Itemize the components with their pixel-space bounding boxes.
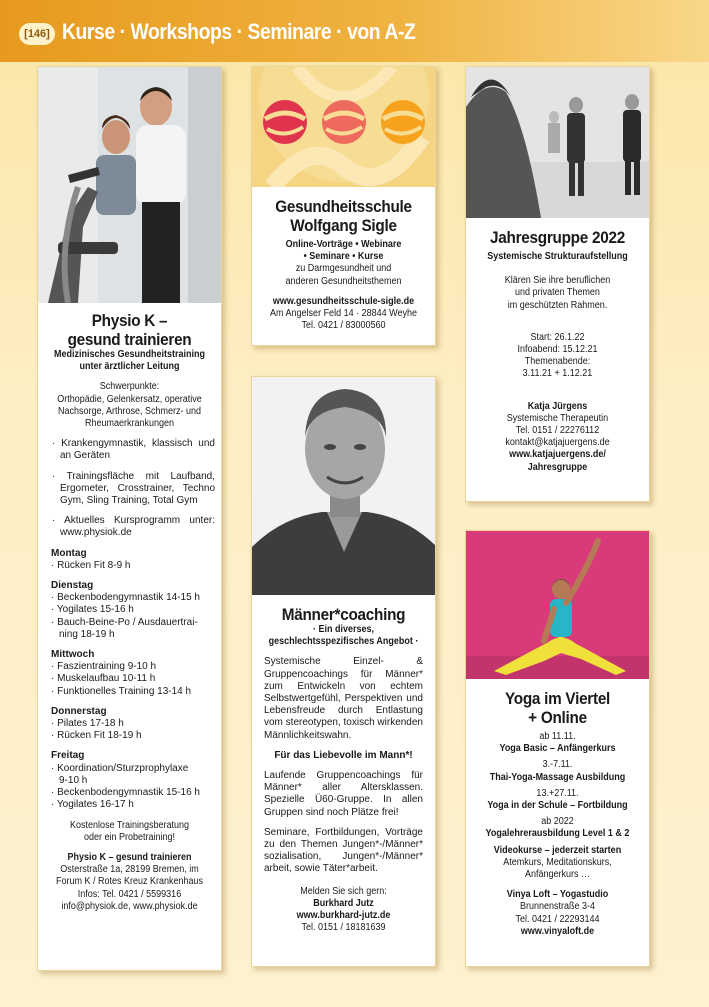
yoga-entry-name: Yoga Basic – Anfängerkurs [499,743,616,755]
schedule-item: · Koordination/Sturzprophylaxe [51,762,189,774]
gesundheit-line3: zu Darmgesundheit und [295,263,392,275]
physio-bullet-1: · Krankengymnastik, klassisch und an Geräten [52,438,215,462]
schedule-item: · Faszientraining 9-10 h [51,661,157,673]
physio-bullet-3: · Aktuelles Kursprogramm unter: www.physiok.de [52,515,215,539]
gesundheit-address: Am Angelser Feld 14 · 28844 Weyhe [270,308,417,320]
group-photo-icon [466,67,650,218]
page-title: Kurse · Workshops · Seminare · von A-Z [62,19,416,44]
gesundheit-line1: Online-Vorträge • Webinare [285,239,402,250]
physio-card [37,66,222,971]
schedule-item: 9-10 h [59,774,88,786]
schedule-item: · Pilates 17-18 h [51,718,124,730]
jahresgruppe-phone: Tel. 0151 / 22276112 [515,425,600,437]
physio-subtitle1: Medizinisches Gesundheitstraining [53,349,206,360]
physio-contact-name: Physio K – gesund trainieren [67,851,192,863]
jahresgruppe-start: Start: 26.1.22 [530,331,585,343]
maenner-phone: Tel. 0151 / 18181639 [301,922,386,934]
physio-focus-text1: Orthopädie, Gelenkersatz, operative [57,393,202,405]
gesundheit-web-link[interactable]: www.gesundheitsschule-sigle.de [272,295,415,307]
yoga-web-link[interactable]: www.vinyaloft.de [520,925,595,937]
schedule-day-wednesday: Mittwoch [51,649,95,661]
physio-focus-heading: Schwerpunkte: [99,381,160,393]
physio-consult2: oder ein Probetraining! [83,831,176,843]
physio-bullet-2: · Trainingsfläche mit Laufband, Ergometer, Crosstrainer, Techno Gym, Sling Training, Total Gym [52,470,215,507]
jahresgruppe-title: Jahresgruppe 2022 [490,228,625,247]
physio-focus-text2: Nachsorge, Arthrose, Schmerz- und [57,405,202,417]
yoga-card [465,530,650,967]
schedule-item: ning 18-19 h [59,628,115,640]
maenner-slogan: Für das Liebevolle im Mann*! [274,749,413,761]
maenner-contact-name: Burkhard Jutz [313,897,374,909]
schedule-item: · Funktionelles Training 13-14 h [51,685,192,697]
schedule-item: · Rücken Fit 18-19 h [51,730,142,742]
maenner-subtitle2: geschlechtsspezifisches Angebot · [268,636,419,648]
physio-contact3: Infos: Tel. 0421 / 5599316 [77,888,182,900]
schedule-item: · Beckenbodengymnastik 15-16 h [51,787,200,799]
yoga-entry-name: Yoga in der Schule – Fortbildung [487,800,628,812]
yoga-entry-date: ab 11.11. [539,731,576,742]
jahresgruppe-web-link2[interactable]: Jahresgruppe [527,461,588,473]
page-header [0,0,709,62]
schedule-item: · Beckenbodengymnastik 14-15 h [51,592,200,604]
yoga-video1: Atemkurs, Meditationskurs, [503,856,612,868]
schedule-day-monday: Montag [51,547,87,559]
yoga-entry-date: 3.-7.11. [542,759,573,771]
yoga-entry-date: ab 2022 [541,816,574,828]
physio-title-line2: gesund trainieren [67,330,192,349]
yoga-address: Brunnenstraße 3-4 [519,901,596,913]
yoga-entry-name: Thai-Yoga-Massage Ausbildung [489,771,626,783]
gesundheitsschule-card [251,66,436,346]
jahresgruppe-intro1: Klären Sie ihre beruflichen [504,275,611,287]
maenner-contact-intro: Melden Sie sich gern: [300,885,387,897]
jahresgruppe-intro3: im geschützten Rahmen. [507,299,608,311]
schedule-item: · Bauch-Beine-Po / Ausdauertrai- [51,616,198,628]
schedule-day-thursday: Donnerstag [51,705,107,717]
schedule-day-tuesday: Dienstag [51,580,94,592]
jahresgruppe-contact-role: Systemische Therapeutin [506,412,609,424]
physio-contact4: info@physiok.de, www.physiok.de [61,900,198,912]
jahresgruppe-contact-name: Katja Jürgens [527,400,588,412]
gesundheit-title-line2: Wolfgang Sigle [290,216,397,235]
schedule-item: · Muskelaufbau 10-11 h [51,673,156,685]
physio-focus-text3: Rheumaerkrankungen [84,418,175,430]
maenner-para1: Systemische Einzel- & Gruppencoachings für Männer* zum Entwickeln von echtem Selbstwertgefühl, Perspektiven und Lebensfreude durch Entlastung vom stereotypen, toxisch wirkenden Männlichkeitswahn. [264,656,423,741]
physio-consult1: Kostenlose Trainingsberatung [69,819,190,831]
physio-title-line1: Physio K – [91,311,168,330]
yoga-entry-name: Yogalehrerausbildung Level 1 & 2 [485,828,630,840]
jahresgruppe-subtitle: Systemische Strukturaufstellung [487,251,628,262]
maenner-para2: Laufende Gruppencoachings für Männer* aller Altersklassen. Spezielle Ü60-Gruppe. In allen Gruppen sind noch Plätze frei! [264,770,423,818]
portrait-photo-icon [252,377,436,595]
three-circles-logo-icon [252,67,436,187]
physio-subtitle2: unter ärztlicher Leitung [79,361,180,373]
jahresgruppe-email-link[interactable]: kontakt@katjajuergens.de [505,437,610,449]
maenner-title: Männer*coaching [281,605,406,624]
physio-contact1: Osterstraße 1a, 28199 Bremen, im [60,864,199,876]
jahresgruppe-info: Infoabend: 15.12.21 [517,344,598,356]
gesundheit-title-line1: Gesundheitsschule [275,197,412,216]
yoga-title-line1: Yoga im Viertel [504,689,611,708]
gesundheit-phone: Tel. 0421 / 83000560 [301,320,386,332]
yoga-video-heading: Videokurse – jederzeit starten [493,844,622,856]
jahresgruppe-themes-label: Themenabende: [524,356,591,368]
yoga-title-line2: + Online [528,708,587,727]
schedule-item: · Rücken Fit 8-9 h [51,559,131,571]
page-number: [146] [19,23,55,45]
fitness-trainer-photo-icon [38,67,222,303]
maenner-web-link[interactable]: www.burkhard-jutz.de [296,910,391,922]
schedule-day-friday: Freitag [51,750,85,762]
jahresgruppe-card [465,66,650,502]
physio-contact2: Forum K / Rotes Kreuz Krankenhaus [55,876,204,888]
jahresgruppe-themes: 3.11.21 + 1.12.21 [522,368,593,380]
jahresgruppe-web-link1[interactable]: www.katjajuergens.de/ [509,449,606,461]
maenner-coaching-card [251,376,436,967]
schedule-item: · Yogilates 16-17 h [51,799,134,811]
schedule-item: · Yogilates 15-16 h [51,604,134,616]
yoga-video2: Anfängerkurs … [524,869,591,881]
maenner-subtitle1: · Ein diverses, [312,624,375,635]
jahresgruppe-intro2: und privaten Themen [515,287,600,299]
gesundheit-line4: anderen Gesundheitsthemen [285,275,402,287]
maenner-para3: Seminare, Fortbildungen, Vorträge zu den Themen Jungen*-/Männer* sozialisation, Jungen*-/Männer* arbeit, sowie Täter*arbeit. [264,826,423,875]
yoga-phone: Tel. 0421 / 22293144 [515,913,600,925]
yoga-entry-date: 13.+27.11. [536,787,579,799]
yoga-contact-name: Vinya Loft – Yogastudio [506,889,609,901]
gesundheit-line2: • Seminare • Kurse [303,251,384,263]
yoga-pose-photo-icon [466,531,650,679]
